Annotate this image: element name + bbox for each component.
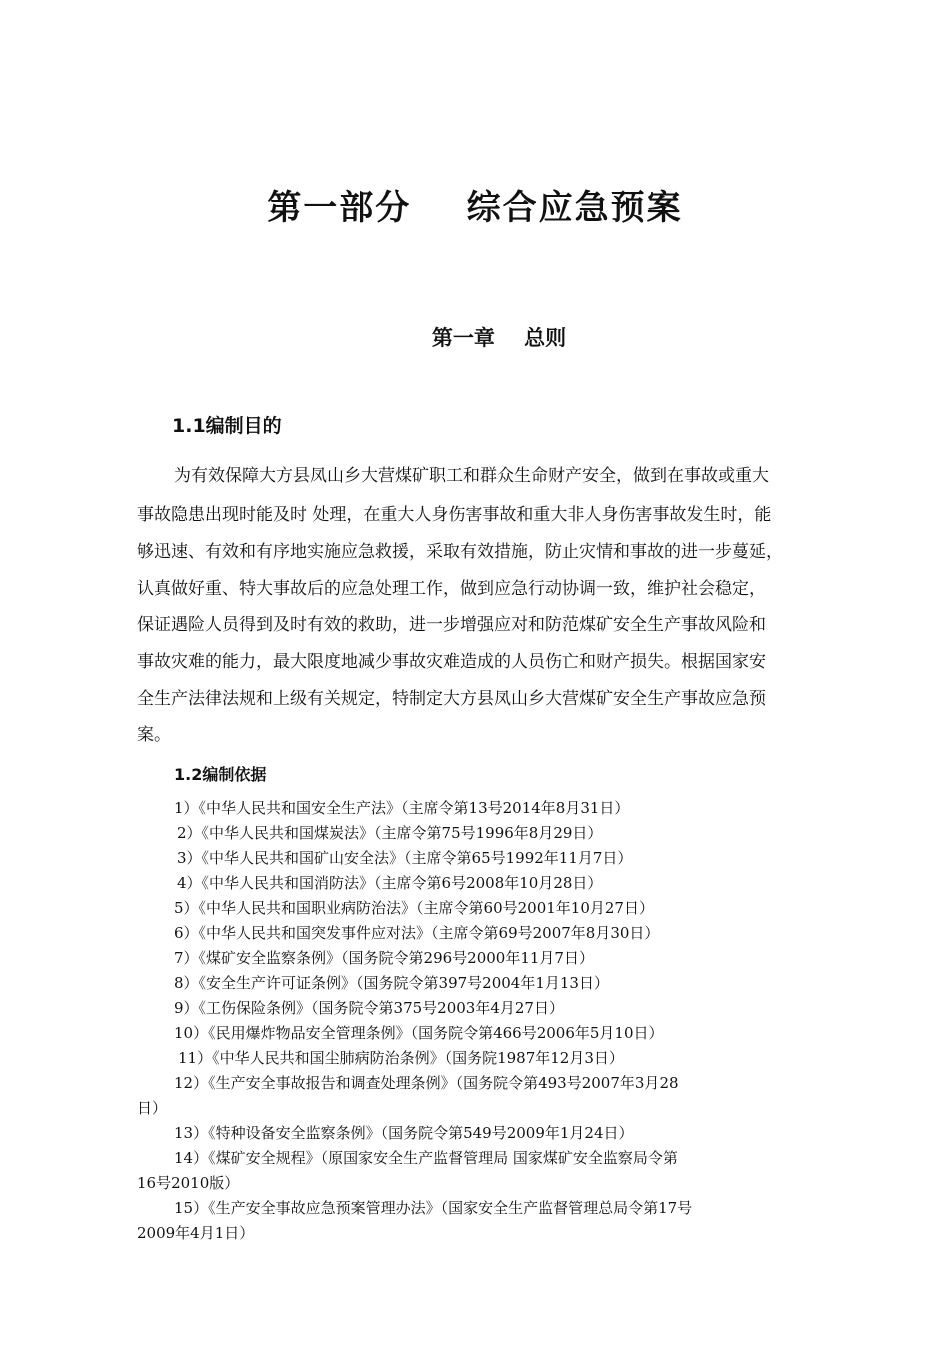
paragraph-line: 事故灾难的能力，最大限度地减少事故灾难造成的人员伤亡和财产损失。根据国家安: [137, 652, 766, 672]
list-item: 2）《中华人民共和国煤炭法》（主席令第75号1996年8月29日）: [177, 824, 603, 842]
paragraph-line: 认真做好重、特大事故后的应急处理工作，做到应急行动协调一致，维护社会稳定，: [137, 579, 766, 599]
list-item: 7）《煤矿安全监察条例》（国务院令第296号2000年11月7日）: [174, 949, 594, 967]
list-item-continuation: 16号2010版）: [137, 1174, 240, 1192]
list-item: 12）《生产安全事故报告和调查处理条例》（国务院令第493号2007年3月28: [174, 1074, 679, 1092]
part-title: 第一部分 综合应急预案: [267, 188, 683, 228]
section-heading-basis: 1.2编制依据: [174, 765, 267, 784]
list-item: 13）《特种设备安全监察条例》（国务院令第549号2009年1月24日）: [174, 1124, 634, 1142]
list-item: 8）《安全生产许可证条例》（国务院令第397号2004年1月13日）: [174, 974, 609, 992]
list-item: 4）《中华人民共和国消防法》（主席令第6号2008年10月28日）: [177, 874, 603, 892]
paragraph-line: 保证遇险人员得到及时有效的救助，进一步增强应对和防范煤矿安全生产事故风险和: [137, 615, 766, 635]
list-item: 9）《工伤保险条例》（国务院令第375号2003年4月27日）: [174, 999, 564, 1017]
section-heading-purpose: 1.1编制目的: [172, 415, 282, 437]
paragraph-line: 为有效保障大方县凤山乡大营煤矿职工和群众生命财产安全，做到在事故或重大: [174, 466, 769, 486]
paragraph-line: 案。: [137, 725, 171, 745]
paragraph-line: 事故隐患出现时能及时 处理，在重大人身伤害事故和重大非人身伤害事故发生时，能: [137, 505, 772, 525]
list-item: 5）《中华人民共和国职业病防治法》（主席令第60号2001年10月27日）: [174, 899, 654, 917]
list-item: 14）《煤矿安全规程》（原国家安全生产监督管理局 国家煤矿安全监察局令第: [174, 1149, 678, 1167]
list-item-continuation: 2009年4月1日）: [137, 1224, 255, 1242]
list-item: 3）《中华人民共和国矿山安全法》（主席令第65号1992年11月7日）: [177, 849, 633, 867]
paragraph-line: 全生产法律法规和上级有关规定，特制定大方县凤山乡大营煤矿安全生产事故应急预: [137, 689, 766, 709]
paragraph-line: 够迅速、有效和有序地实施应急救援，采取有效措施，防止灾情和事故的进一步蔓延，: [137, 542, 783, 562]
list-item: 15）《生产安全事故应急预案管理办法》（国家安全生产监督管理总局令第17号: [174, 1199, 693, 1217]
list-item: 11）《中华人民共和国尘肺病防治条例》（国务院1987年12月3日）: [178, 1049, 624, 1067]
list-item: 6）《中华人民共和国突发事件应对法》（主席令第69号2007年8月30日）: [174, 924, 660, 942]
chapter-title: 第一章 总则: [431, 326, 567, 350]
list-item: 1）《中华人民共和国安全生产法》（主席令第13号2014年8月31日）: [174, 799, 630, 817]
list-item: 10）《民用爆炸物品安全管理条例》（国务院令第466号2006年5月10日）: [174, 1024, 664, 1042]
list-item-continuation: 日）: [137, 1099, 168, 1117]
